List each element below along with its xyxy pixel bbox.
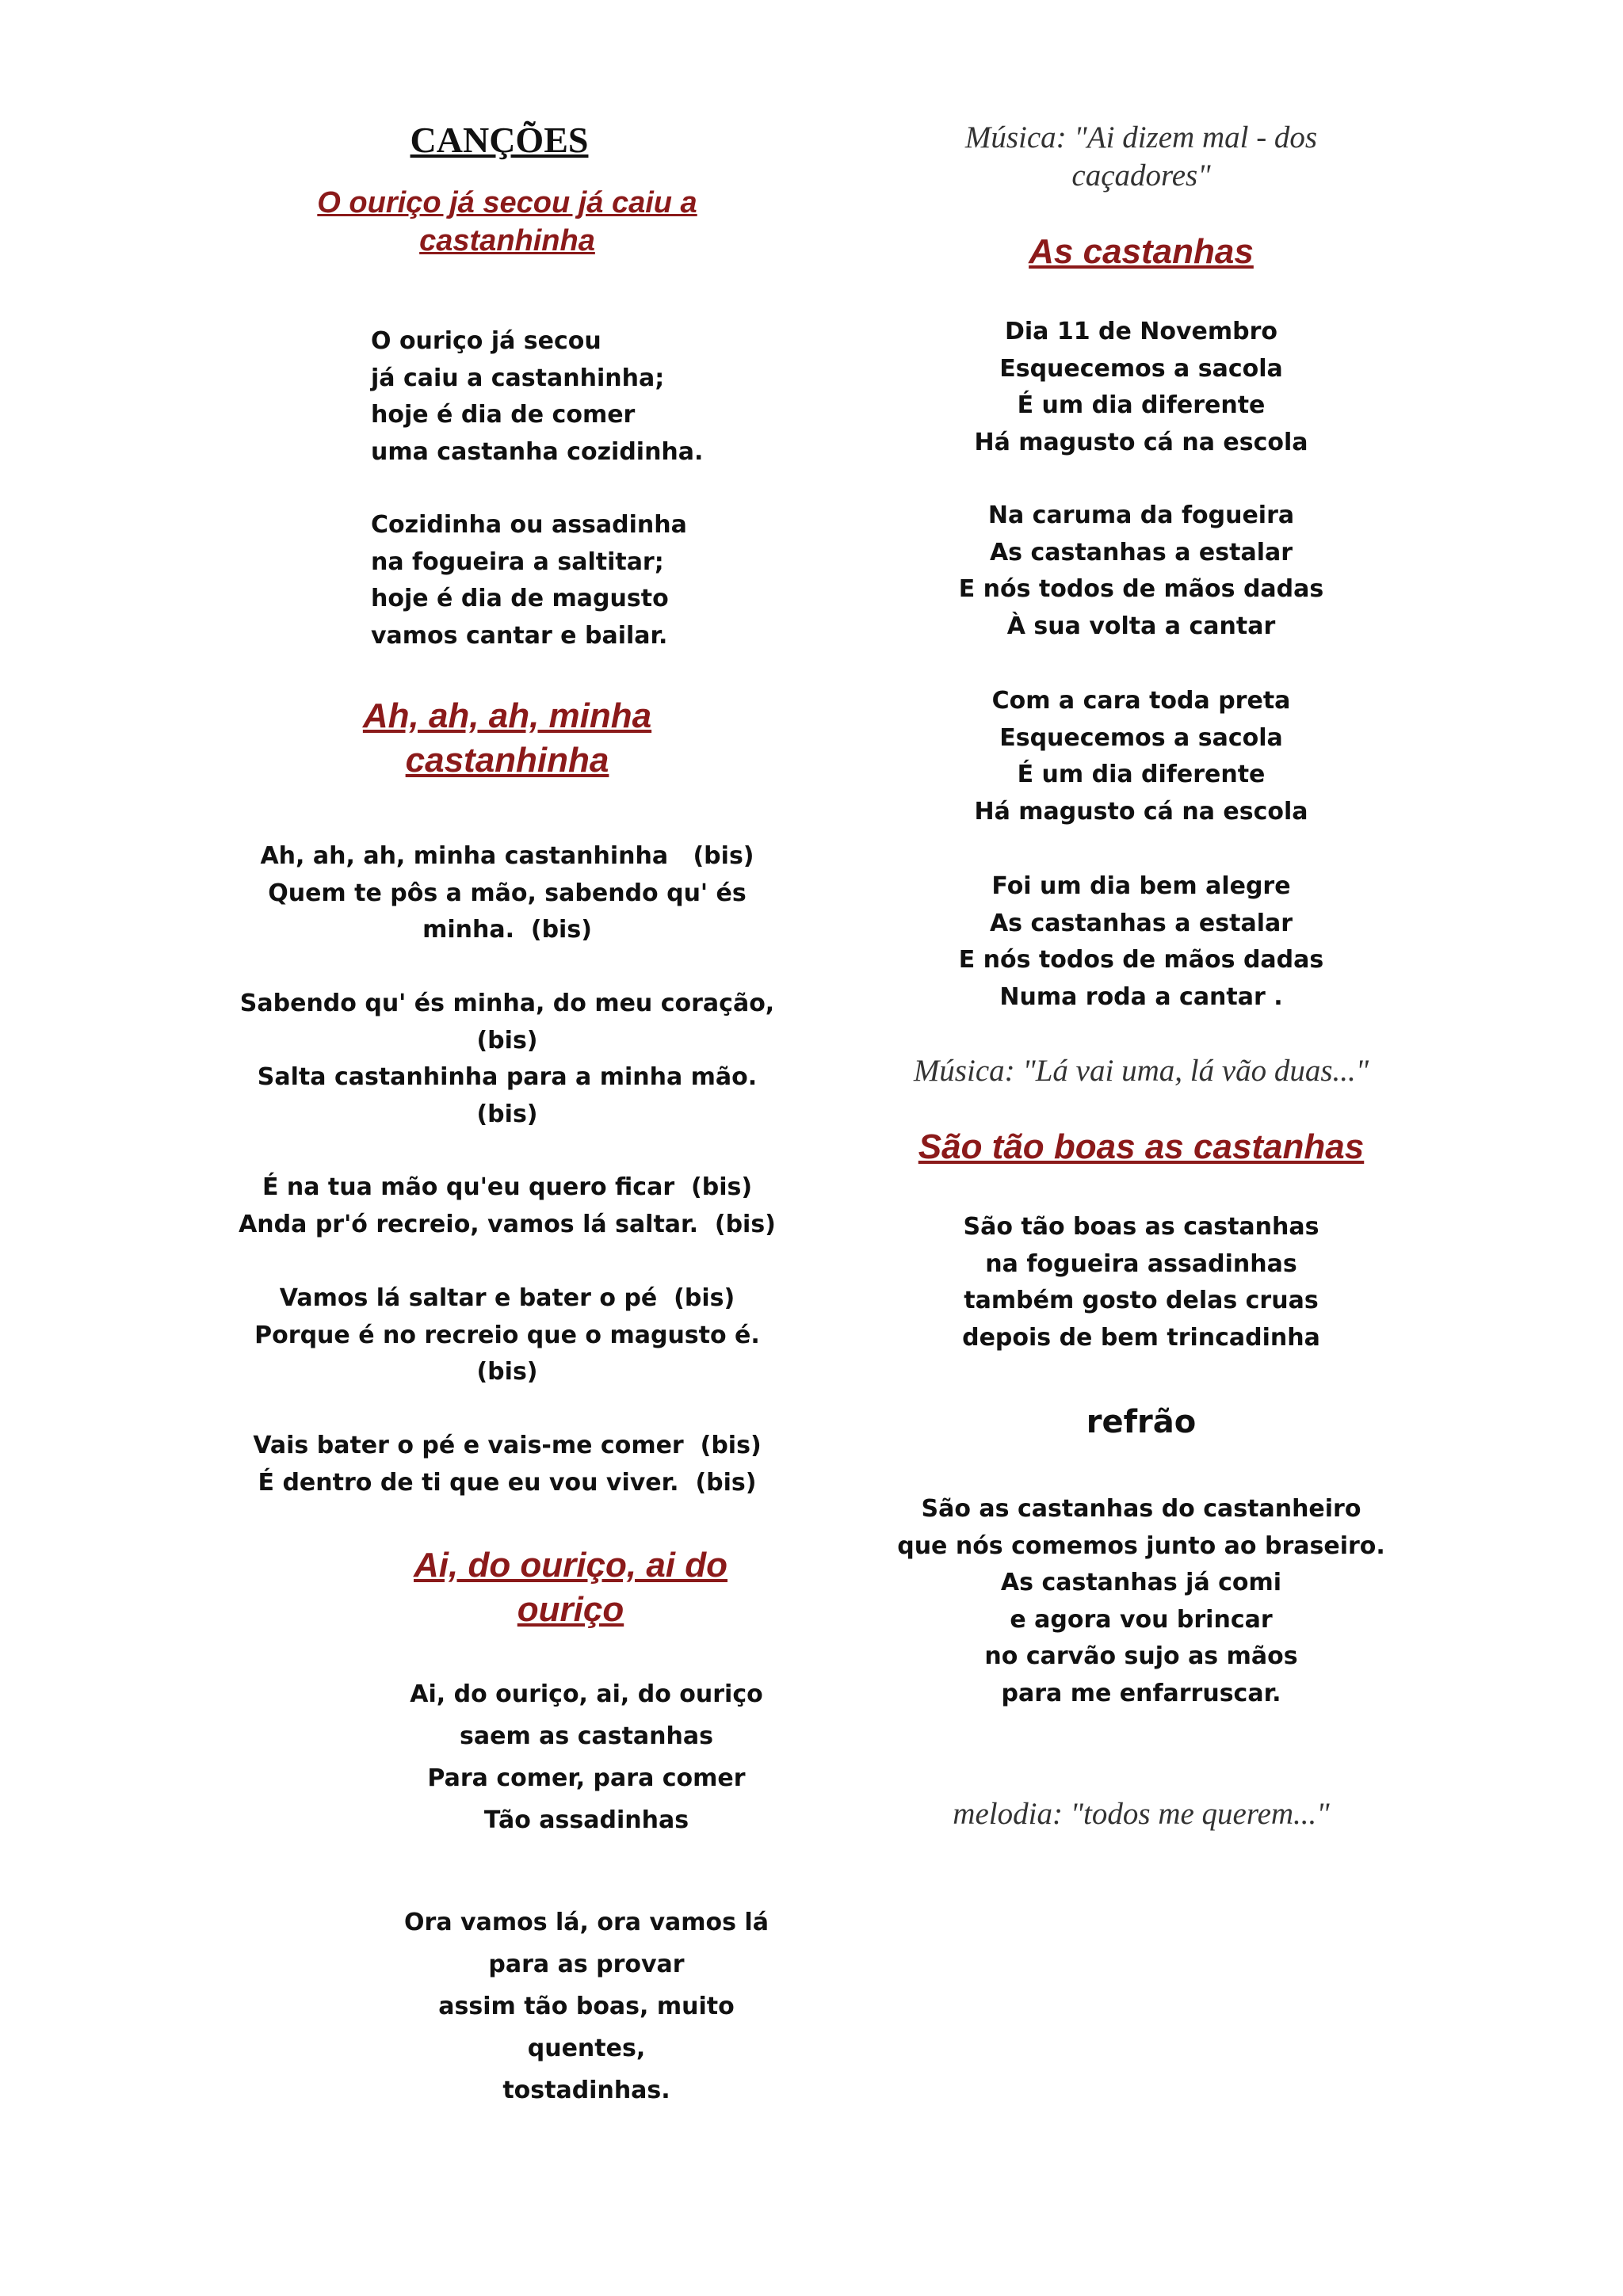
stanza <box>238 1428 777 1501</box>
lyric-line: Ai, do ouriço, ai, do ouriço <box>410 1680 763 1708</box>
lyric-line: para me enfarruscar. <box>1001 1679 1281 1707</box>
lyric-line: Dia 11 de Novembro <box>1004 318 1278 345</box>
lyric-line: As castanhas já comi <box>1000 1569 1282 1596</box>
music-credit-line: Música: "Ai dizem mal - dos <box>964 120 1318 154</box>
lyric-line: Anda pr'ó recreio, vamos lá saltar. (bis) <box>239 1210 776 1238</box>
refrain <box>856 1491 1426 1712</box>
lyric-line: (bis) <box>476 1100 538 1128</box>
song-title-line: Ah, ah, ah, minha <box>362 696 652 735</box>
lyric-line: As castanhas a estalar <box>989 538 1293 566</box>
lyric-line: (bis) <box>476 1026 538 1055</box>
lyric-line: minha. (bis) <box>422 916 592 944</box>
lyric-line: Foi um dia bem alegre <box>991 872 1291 900</box>
song-title-line: castanhinha <box>419 224 595 257</box>
lyric-line: quentes, <box>527 2035 646 2062</box>
lyric-line: Numa roda a cantar . <box>999 982 1283 1011</box>
lyric-line: e agora vou brincar <box>1010 1605 1273 1634</box>
lyric-line: Há magusto cá na escola <box>974 428 1308 456</box>
lyric-line: hoje é dia de comer <box>371 401 636 429</box>
music-credit <box>872 119 1411 195</box>
song-title-line: Ai, do ouriço, ai do <box>414 1546 727 1585</box>
stanza <box>238 1169 777 1243</box>
stanza <box>872 498 1411 645</box>
lyric-line: uma castanha cozidinha. <box>371 437 704 466</box>
song-title-sao-tao-boas: São tão boas as castanhas <box>918 1127 1365 1166</box>
lyric-line: É um dia diferente <box>1017 391 1266 419</box>
lyric-line: À sua volta a cantar <box>1006 612 1276 640</box>
lyric-line: (bis) <box>476 1358 538 1386</box>
music-credit-line: caçadores" <box>1071 158 1211 193</box>
lyric-line: tostadinhas. <box>502 2077 670 2104</box>
lyric-line: que nós comemos junto ao braseiro. <box>897 1531 1385 1560</box>
lyric-line: São as castanhas do castanheiro <box>921 1495 1361 1523</box>
lyric-line: para as provar <box>488 1951 685 1978</box>
stanza <box>872 868 1411 1016</box>
lyric-line: Vamos lá saltar e bater o pé (bis) <box>279 1284 735 1312</box>
lyric-line: O ouriço já secou <box>371 327 601 355</box>
lyric-line: Na caruma da fogueira <box>987 502 1295 529</box>
lyric-line: vamos cantar e bailar. <box>371 621 668 650</box>
song-title-line: O ouriço já secou já caiu a <box>317 186 697 219</box>
lyric-line: Cozidinha ou assadinha <box>371 511 687 539</box>
lyric-line: É na tua mão qu'eu quero ficar (bis) <box>262 1173 753 1201</box>
lyric-line: Para comer, para comer <box>427 1764 746 1792</box>
lyric-line: Ah, ah, ah, minha castanhinha (bis) <box>260 842 754 870</box>
lyric-line: também gosto delas cruas <box>964 1287 1319 1314</box>
song-title-ai-do-ourico <box>349 1543 792 1632</box>
stanza <box>238 1280 777 1391</box>
song-title-as-castanhas: As castanhas <box>1029 232 1254 271</box>
stanza <box>872 314 1411 461</box>
stanza <box>349 1901 824 2111</box>
lyric-line: saem as castanhas <box>460 1722 713 1750</box>
stanza <box>872 683 1411 830</box>
lyric-line: já caiu a castanhinha; <box>371 364 665 392</box>
lyric-line: Porque é no recreio que o magusto é. <box>254 1321 760 1349</box>
lyric-line: no carvão sujo as mãos <box>984 1642 1298 1670</box>
page-title: CANÇÕES <box>410 120 589 160</box>
lyric-line: Com a cara toda preta <box>991 687 1291 715</box>
stanza <box>238 838 777 949</box>
lyric-line: depois de bem trincadinha <box>962 1323 1320 1352</box>
stanza <box>349 1673 824 1841</box>
refrain-label: refrão <box>1086 1404 1197 1440</box>
music-credit: Música: "Lá vai uma, lá vão duas..." <box>913 1054 1369 1088</box>
lyric-line: E nós todos de mãos dadas <box>958 575 1324 603</box>
song-title-minha-castanhinha <box>285 694 729 783</box>
lyric-line: São tão boas as castanhas <box>963 1213 1319 1241</box>
lyric-line: E nós todos de mãos dadas <box>958 946 1324 974</box>
lyric-line: Salta castanhinha para a minha mão. <box>257 1063 758 1091</box>
lyric-line: Ora vamos lá, ora vamos lá <box>404 1909 769 1936</box>
song-title-line: ouriço <box>517 1590 624 1629</box>
song-title-ourico-secou <box>238 184 777 260</box>
lyric-line: É dentro de ti que eu vou viver. (bis) <box>258 1468 757 1497</box>
lyric-line: É um dia diferente <box>1017 761 1266 788</box>
lyric-line: Há magusto cá na escola <box>974 797 1308 826</box>
stanza <box>371 507 687 654</box>
lyric-line: assim tão boas, muito <box>438 1993 735 2020</box>
song-title-line: castanhinha <box>405 741 609 780</box>
stanza <box>856 1209 1426 1356</box>
lyric-line: Sabendo qu' és minha, do meu coração, <box>239 990 775 1017</box>
lyric-line: Tão assadinhas <box>483 1806 689 1834</box>
lyric-line: As castanhas a estalar <box>989 909 1293 937</box>
lyric-line: Esquecemos a sacola <box>999 723 1283 752</box>
lyric-line: Esquecemos a sacola <box>999 354 1283 383</box>
stanza <box>371 323 703 471</box>
lyric-line: na fogueira assadinhas <box>985 1249 1297 1278</box>
lyric-line: Vais bater o pé e vais-me comer (bis) <box>253 1432 762 1459</box>
lyric-line: Quem te pôs a mão, sabendo qu' és <box>268 879 747 907</box>
melody-credit: melodia: "todos me querem..." <box>953 1797 1330 1831</box>
lyric-line: hoje é dia de magusto <box>371 585 669 612</box>
lyric-line: na fogueira a saltitar; <box>371 547 664 576</box>
stanza <box>238 986 777 1133</box>
